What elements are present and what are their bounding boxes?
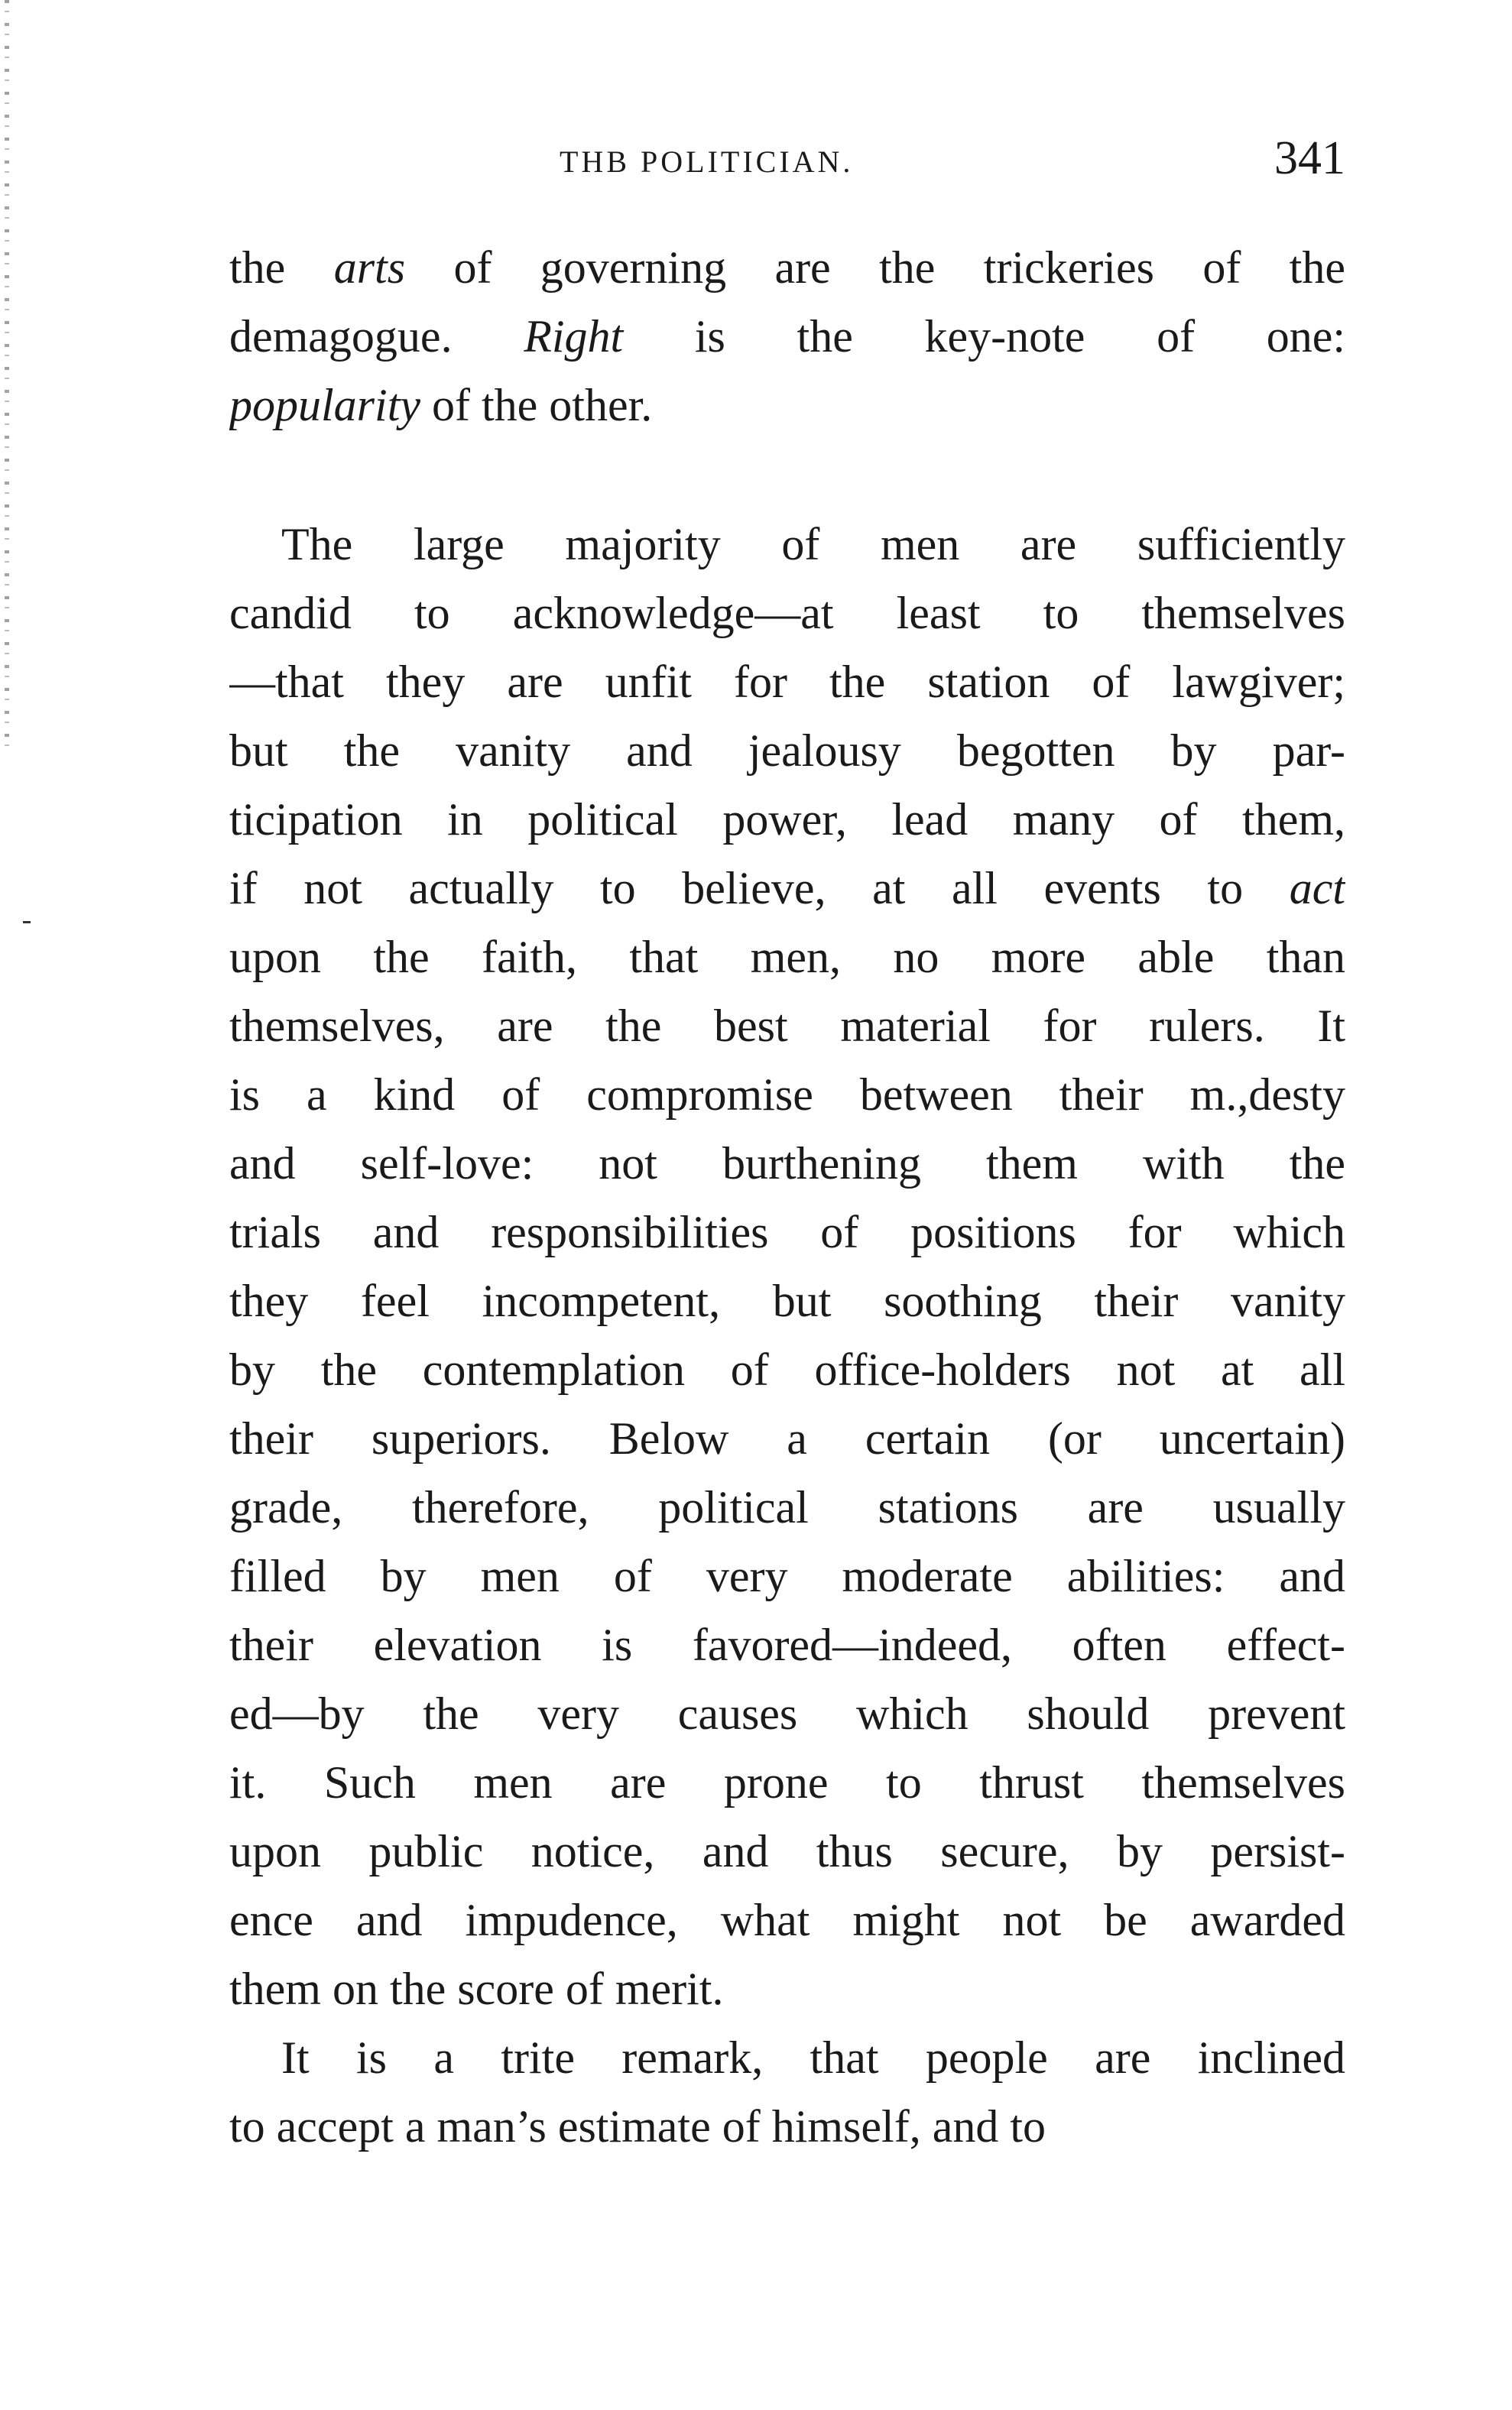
text-line: The large majority of men are sufficiently [281,519,1345,569]
text-line: upon public notice, and thus secure, by persist- [229,1826,1345,1876]
text-line: filled by men of very moderate abilities: and [229,1551,1345,1601]
text-line: —that they are unfit for the station of lawgiver; [229,657,1345,707]
paragraph [229,510,1345,2023]
text-line: their superiors. Below a certain (or uncertain) [229,1413,1345,1464]
text-line: by the contemplation of office-holders not at all [229,1344,1345,1395]
text-line: ence and impudence, what might not be awarded [229,1895,1345,1945]
page-number: 341 [1274,132,1345,184]
text-line: is a kind of compromise between their m.,desty [229,1069,1345,1120]
text-line: popularity of the other. [229,380,653,430]
running-title: THB POLITICIAN. [560,144,854,179]
text-line: ticipation in political power, lead many of them, [229,794,1345,845]
italic-word: act [1289,863,1345,913]
text-line: it. Such men are prone to thrust themselves [229,1757,1345,1808]
italic-word: arts [333,242,406,293]
text-line: grade, therefore, political stations are usually [229,1482,1345,1533]
binding-gutter-marks [5,0,9,749]
text-line: to accept a man’s estimate of himself, and to [229,2101,1046,2152]
text-line: they feel incompetent, but soothing their vanity [229,1276,1345,1326]
italic-word: Right [524,311,624,362]
text-line: but the vanity and jealousy begotten by par- [229,725,1345,776]
text-line: candid to acknowledge—at least to themselves [229,588,1345,638]
stray-print-mark [23,921,31,923]
text-line: themselves, are the best material for rulers. It [229,1001,1345,1051]
text-line: them on the score of merit. [229,1964,724,2014]
text-line: It is a trite remark, that people are inclined [281,2032,1345,2083]
body-text [229,233,1345,2161]
italic-word: popularity [229,380,420,430]
text-line: and self-love: not burthening them with the [229,1138,1345,1189]
text-line: ed—by the very causes which should prevent [229,1688,1345,1739]
text-line: if not actually to believe, at all events to act [229,863,1345,913]
text-line: demagogue. Right is the key-note of one: [229,311,1345,362]
text-line: the arts of governing are the trickeries of the [229,242,1345,293]
paragraph-gap [229,440,1345,510]
paragraph [229,2023,1345,2161]
text-line: trials and responsibilities of positions for which [229,1207,1345,1257]
text-line: their elevation is favored—indeed, often effect- [229,1620,1345,1670]
text-line: upon the faith, that men, no more able than [229,932,1345,982]
running-header [229,131,1345,193]
paragraph [229,233,1345,440]
